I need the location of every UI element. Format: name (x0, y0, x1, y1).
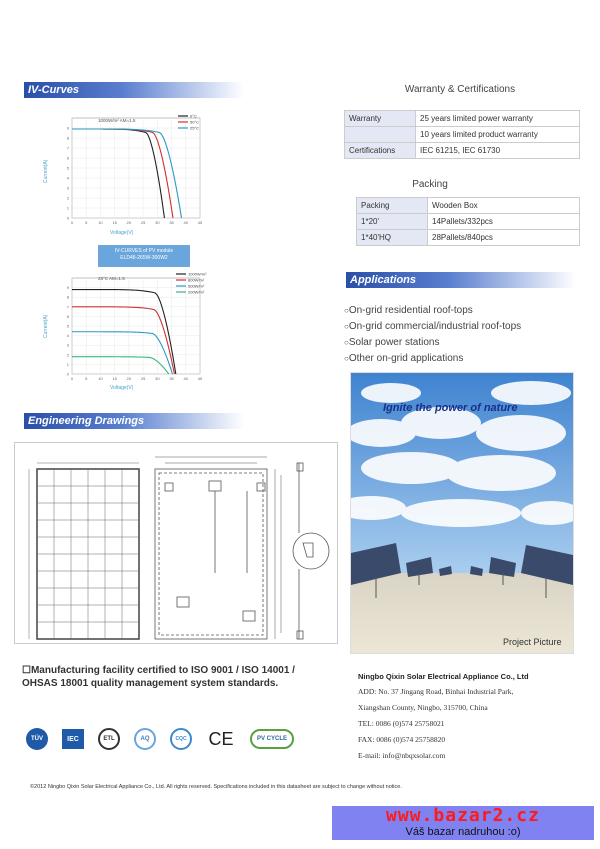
table-row (345, 127, 580, 143)
x-tick-label: 15 (112, 220, 117, 225)
company-address2: Xiangshan County, Ningbo, 315700, China (358, 703, 488, 712)
application-text: Other on-grid applications (348, 353, 464, 364)
y-tick-label: 6 (66, 155, 69, 161)
engineering-drawing (15, 443, 337, 643)
x-tick-label: 25 (140, 376, 146, 381)
iv-callout (98, 245, 190, 267)
certification-text (22, 665, 342, 689)
rear-view-drawing (155, 457, 281, 639)
solar-field-illustration (351, 373, 573, 653)
company-tel: TEL: 0086 (0)574 25758021 (358, 719, 445, 728)
cqc-logo: CQC (170, 728, 192, 750)
warranty-value: 25 years limited power warranty (416, 111, 580, 127)
y-tick-label: 1 (66, 205, 69, 211)
x-tick-label: 10 (98, 376, 103, 381)
iec-logo: IEC (62, 729, 84, 749)
y-tick-label: 4 (66, 333, 69, 339)
y-tick-label: 6 (66, 313, 69, 319)
chart2-ylabel: Current(A) (43, 314, 49, 338)
warranty-key: Warranty (345, 111, 416, 127)
iv-chart-temperature (40, 108, 220, 238)
table-row (357, 214, 580, 230)
legend-label: 1000W/m² (188, 271, 207, 277)
bullet-icon: ○ (344, 338, 349, 347)
chart1-plot (67, 114, 203, 226)
engineering-drawing-frame (14, 442, 338, 644)
list-item (344, 303, 584, 319)
photo-caption-bottom: Project Picture (503, 637, 562, 647)
company-email: E-mail: info@nbqxsolar.com (358, 751, 446, 760)
legend-label: 0°C (190, 113, 197, 119)
bullet-icon: ○ (344, 354, 349, 363)
x-tick-label: 0 (70, 376, 74, 381)
table-row (357, 198, 580, 214)
warranty-title: Warranty & Certifications (404, 84, 516, 95)
callout-line2: ELD48-265W-300W2 (120, 255, 168, 261)
series-line (72, 129, 164, 218)
front-view-drawing (29, 463, 139, 639)
packing-key: 1*40'HQ (357, 230, 428, 246)
packing-value: Wooden Box (428, 198, 580, 214)
x-tick-label: 45 (197, 220, 203, 225)
chart2-plot (67, 272, 207, 382)
cert-line1 (22, 665, 342, 676)
warranty-key: Certifications (345, 143, 416, 159)
packing-value: 14Pallets/332pcs (428, 214, 580, 230)
checkbox-icon: ☐ (22, 665, 31, 676)
x-tick-label: 35 (169, 376, 174, 381)
series-line (72, 357, 169, 374)
bazar-watermark (332, 806, 594, 840)
company-address1: ADD: No. 37 Jingang Road, Binhai Industrial Park, (358, 687, 514, 696)
iv-chart-irradiance (40, 268, 220, 393)
watermark-line2: Váš bazar nadruhou :o) (405, 826, 521, 838)
cert-line2: OHSAS 18001 quality management system standards. (22, 678, 279, 689)
x-tick-label: 20 (126, 376, 132, 381)
legend-label: 800W/m² (188, 277, 205, 283)
chart1-annotation: 1000W/m² AM=1.5 (98, 118, 136, 123)
chart1-xlabel: Voltage(V) (110, 230, 134, 236)
x-tick-label: 5 (85, 376, 88, 381)
y-tick-label: 5 (66, 165, 69, 171)
applications-title: Applications (350, 274, 417, 286)
applications-list (344, 303, 584, 367)
chart2-annotation: 25°C AM=1.5 (98, 276, 125, 281)
pv-cycle-logo: PV CYCLE (250, 729, 294, 749)
etl-logo: ETL (98, 728, 120, 750)
y-tick-label: 7 (66, 145, 69, 151)
list-item (344, 335, 584, 351)
company-fax: FAX: 0086 (0)574 25758820 (358, 735, 446, 744)
legend-label: 50°C (190, 119, 199, 125)
y-tick-label: 3 (66, 342, 69, 348)
x-tick-label: 25 (140, 220, 146, 225)
table-row (357, 230, 580, 246)
ce-logo: CE (208, 728, 234, 749)
y-tick-label: 2 (66, 352, 69, 358)
x-tick-label: 40 (183, 376, 189, 381)
callout-line1: IV-CURVES of PV module (114, 248, 174, 254)
y-tick-label: 3 (66, 185, 69, 191)
engineering-header (24, 413, 244, 429)
aq-logo: AQ (134, 728, 156, 750)
company-name: Ningbo Qixin Solar Electrical Appliance Co., Ltd (358, 672, 529, 681)
cross-section-drawing (293, 463, 329, 639)
x-tick-label: 5 (85, 220, 88, 225)
y-tick-label: 8 (66, 135, 69, 141)
table-row (345, 111, 580, 127)
bullet-icon: ○ (344, 306, 349, 315)
project-photo (350, 372, 574, 654)
y-tick-label: 1 (66, 361, 69, 367)
company-info (358, 670, 588, 764)
legend-label: 200W/m² (188, 289, 205, 295)
x-tick-label: 10 (98, 220, 103, 225)
warranty-value: 10 years limited product warranty (416, 127, 580, 143)
cert-line1-text: Manufacturing facility certified to ISO 9001 / ISO 14001 / (30, 665, 295, 676)
x-tick-label: 15 (112, 376, 117, 381)
warranty-key (345, 127, 416, 143)
legend-label: 25°C (190, 125, 199, 131)
warranty-value: IEC 61215, IEC 61730 (416, 143, 580, 159)
y-tick-label: 7 (66, 304, 69, 310)
x-tick-label: 0 (70, 220, 74, 225)
chart2-xlabel: Voltage(V) (110, 385, 134, 391)
applications-header (346, 272, 576, 288)
x-tick-label: 35 (169, 220, 174, 225)
watermark-line1: www.bazar2.cz (386, 805, 540, 826)
packing-value: 28Pallets/840pcs (428, 230, 580, 246)
iv-curves-title: IV-Curves (28, 84, 79, 96)
x-tick-label: 20 (126, 220, 132, 225)
packing-key: 1*20' (357, 214, 428, 230)
list-item (344, 319, 584, 335)
iv-curves-header (24, 82, 244, 98)
engineering-title: Engineering Drawings (28, 415, 145, 427)
copyright-text: ©2012 Ningbo Qixin Solar Electrical Appliance Co., Ltd. All rights reserved. Specifications included in this datasheet are subject to change without notice. (30, 784, 402, 790)
application-text: On-grid commercial/industrial roof-tops (348, 321, 522, 332)
x-tick-label: 40 (183, 220, 189, 225)
y-tick-label: 9 (66, 285, 69, 291)
packing-title: Packing (412, 179, 448, 190)
bullet-icon: ○ (344, 322, 349, 331)
y-tick-label: 0 (66, 371, 69, 377)
y-tick-label: 9 (66, 125, 69, 131)
y-tick-label: 4 (66, 175, 69, 181)
certification-logos (26, 724, 326, 754)
y-tick-label: 2 (66, 195, 69, 201)
warranty-table (344, 110, 580, 159)
table-row (345, 143, 580, 159)
chart1-ylabel: Current(A) (43, 159, 49, 183)
y-tick-label: 0 (66, 215, 69, 221)
packing-table (356, 197, 580, 246)
x-tick-label: 30 (155, 376, 160, 381)
packing-key: Packing (357, 198, 428, 214)
application-text: Solar power stations (348, 337, 440, 348)
photo-caption-top: Ignite the power of nature (383, 402, 518, 414)
tuv-logo: TÜV (26, 728, 48, 750)
y-tick-label: 5 (66, 323, 69, 329)
legend-label: 500W/m² (188, 283, 205, 289)
x-tick-label: 45 (197, 376, 203, 381)
application-text: On-grid residential roof-tops (348, 305, 473, 316)
list-item (344, 351, 584, 367)
x-tick-label: 30 (155, 220, 160, 225)
y-tick-label: 8 (66, 294, 69, 300)
